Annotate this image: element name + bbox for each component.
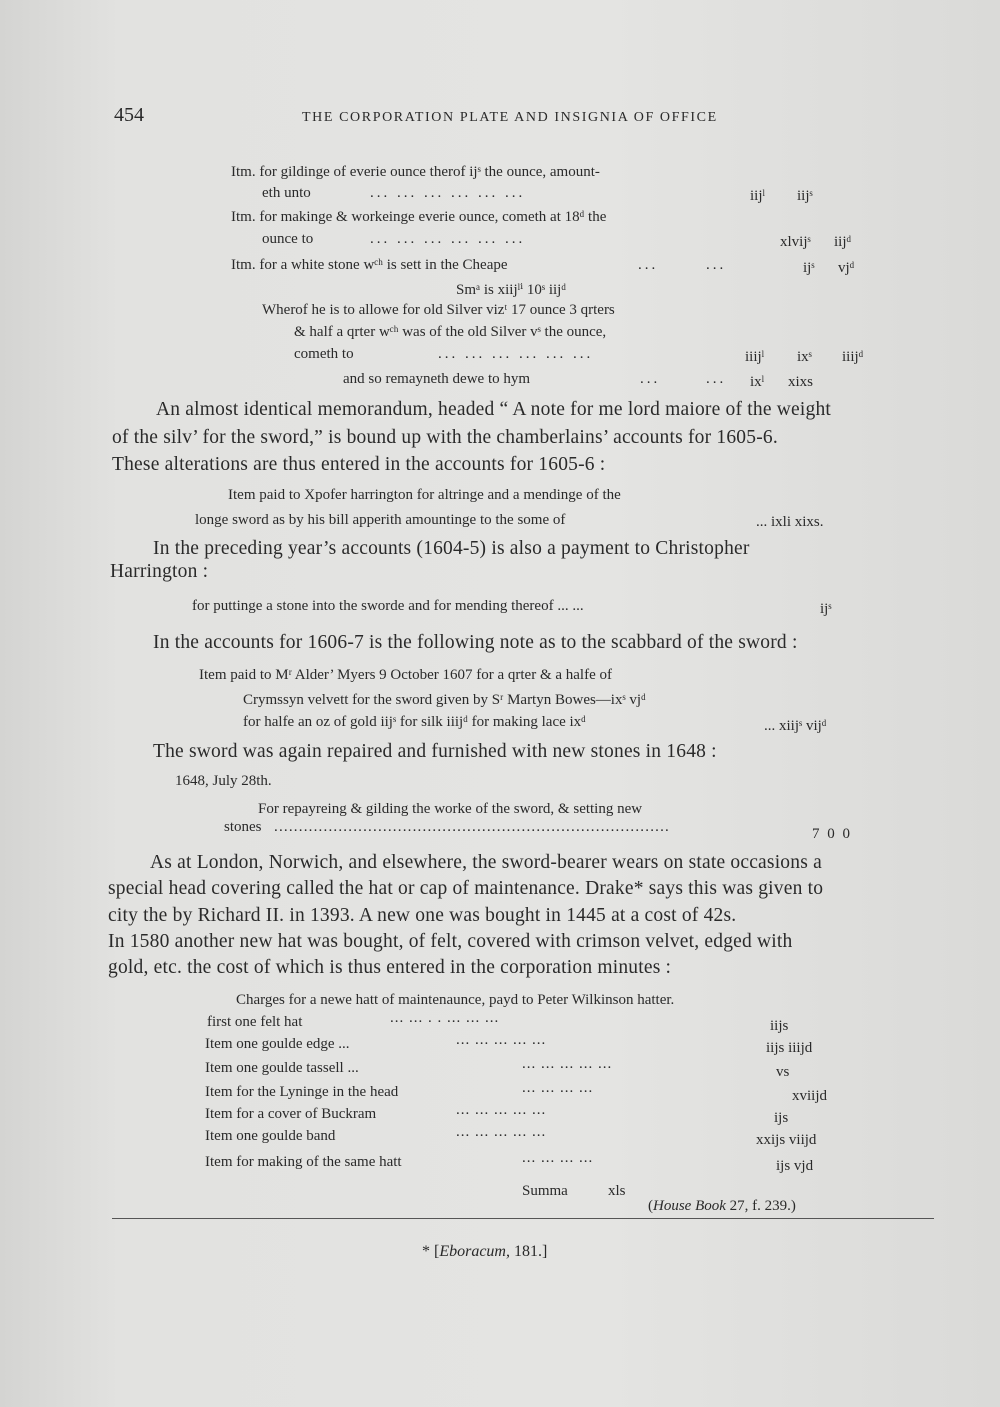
hat-row-leader: ... ... . . ... ... ...: [390, 1010, 500, 1026]
account-value: ixˢ: [797, 349, 812, 365]
hat-row-label: Item one goulde band: [205, 1128, 336, 1144]
quote-line: for puttinge a stone into the sworde and for mending thereof ... ...: [192, 598, 584, 614]
account-leader: ... ... ... ... ... ...: [370, 185, 526, 201]
paragraph-line: These alterations are thus entered in the accounts for 1605-6 :: [112, 454, 606, 475]
account-leader: ... ... ... ... ... ...: [370, 231, 526, 247]
quote-value: ... ixli xixs.: [756, 514, 824, 530]
hat-row-label: Item for the Lyninge in the head: [205, 1084, 399, 1100]
account-leader: ... ... ... ... ... ...: [438, 346, 594, 362]
account-sum: Smᵃ is xiijˡⁱ 10ˢ iijᵈ: [456, 282, 566, 298]
quote-line: longe sword as by his bill apperith amountinge to the some of: [195, 512, 566, 528]
account-value: xlvijˢ: [780, 234, 811, 250]
paragraph-line: Harrington :: [110, 561, 209, 582]
account-value: ijˢ: [803, 260, 815, 276]
account-line: Itm. for a white stone wᶜʰ is sett in the Cheape: [231, 257, 508, 273]
quote-date: 1648, July 28th.: [175, 773, 272, 789]
hat-row-value: xxijs viijd: [756, 1132, 817, 1148]
source-open: (: [648, 1198, 653, 1214]
account-value: iijˢ: [797, 188, 813, 204]
hat-account-heading: Charges for a newe hatt of maintenaunce, payd to Peter Wilkinson hatter.: [236, 992, 675, 1008]
quote-value: ... xiijˢ vijᵈ: [764, 718, 827, 734]
quote-value: 7 0 0: [812, 826, 852, 842]
source-rest: 27, f. 239.): [725, 1198, 796, 1214]
quote-line: stones: [224, 819, 262, 835]
summa-label: Summa: [522, 1183, 568, 1199]
hat-row-value: vs: [776, 1064, 790, 1080]
quote-leader: ................................................................................: [274, 819, 670, 835]
account-leader: ...: [640, 371, 661, 387]
running-title: THE CORPORATION PLATE AND INSIGNIA OF OFFICE: [302, 110, 718, 125]
quote-line: Item paid to Mʳ Alder’ Myers 9 October 1607 for a qrter & a halfe of: [199, 667, 612, 683]
page-number: 454: [114, 104, 144, 126]
footnote-rule: [112, 1218, 934, 1219]
paragraph-line: In the accounts for 1606-7 is the following note as to the scabbard of the sword :: [153, 632, 798, 653]
hat-row-leader: ... ... ... ...: [522, 1150, 594, 1166]
account-line: & half a qrter wᶜʰ was of the old Silver vˢ the ounce,: [294, 324, 607, 340]
account-line: ounce to: [262, 231, 314, 247]
paragraph-line: special head covering called the hat or cap of maintenance. Drake* says this was given to: [108, 878, 824, 899]
hat-row-leader: ... ... ... ... ...: [522, 1056, 613, 1072]
footnote-source: Eboracum,: [439, 1243, 510, 1260]
account-value: iiijᵈ: [842, 349, 864, 365]
paragraph-line: As at London, Norwich, and elsewhere, the sword-bearer wears on state occasions a: [150, 852, 822, 873]
hat-row-value: ijs: [774, 1110, 789, 1126]
hat-row-value: iijs iiijd: [766, 1040, 813, 1056]
account-line: eth unto: [262, 185, 311, 201]
account-line: and so remayneth dewe to hym: [343, 371, 531, 387]
hat-row-label: Item one goulde edge ...: [205, 1036, 350, 1052]
footnote-mark: * [: [422, 1243, 440, 1260]
account-value: iiijˡ: [745, 349, 765, 365]
account-value: ixˡ: [750, 374, 765, 390]
quote-line: Item paid to Xpofer harrington for altringe and a mendinge of the: [228, 487, 621, 503]
quote-line: Crymssyn velvett for the sword given by Sʳ Martyn Bowes—ixˢ vjᵈ: [243, 692, 646, 708]
hat-row-value: ijs vjd: [776, 1158, 814, 1174]
account-value: iijᵈ: [834, 234, 852, 250]
hat-row-label: Item for making of the same hatt: [205, 1154, 402, 1170]
hat-row-value: iijs: [770, 1018, 789, 1034]
paragraph-line: In 1580 another new hat was bought, of felt, covered with crimson velvet, edged with: [108, 931, 793, 952]
account-value: xixs: [788, 374, 814, 390]
hat-row-leader: ... ... ... ... ...: [456, 1032, 547, 1048]
hat-row-leader: ... ... ... ...: [522, 1080, 594, 1096]
summa-value: xls: [608, 1183, 626, 1199]
paragraph-line: gold, etc. the cost of which is thus entered in the corporation minutes :: [108, 957, 672, 978]
account-value: vjᵈ: [838, 260, 855, 276]
paragraph-line: The sword was again repaired and furnished with new stones in 1648 :: [153, 741, 717, 762]
account-leader: ...: [706, 371, 727, 387]
account-leader: ...: [638, 257, 659, 273]
quote-line: for halfe an oz of gold iijˢ for silk iiijᵈ for making lace ixᵈ: [243, 714, 586, 730]
hat-row-label: Item for a cover of Buckram: [205, 1106, 377, 1122]
footnote: [422, 1243, 547, 1261]
quote-value: ijˢ: [820, 601, 832, 617]
paragraph-line: An almost identical memorandum, headed “ A note for me lord maiore of the weight: [156, 399, 832, 420]
account-value: iijˡ: [750, 188, 765, 204]
account-leader: ...: [706, 257, 727, 273]
hat-row-value: xviijd: [792, 1088, 828, 1104]
hat-row-label: first one felt hat: [207, 1014, 303, 1030]
paragraph-line: of the silv’ for the sword,” is bound up with the chamberlains’ accounts for 1605-6.: [112, 427, 778, 448]
account-line: cometh to: [294, 346, 354, 362]
paragraph-line: In the preceding year’s accounts (1604-5) is also a payment to Christopher: [153, 538, 750, 559]
hat-row-leader: ... ... ... ... ...: [456, 1102, 547, 1118]
paragraph-line: city the by Richard II. in 1393. A new one was bought in 1445 at a cost of 42s.: [108, 905, 737, 926]
hat-row-leader: ... ... ... ... ...: [456, 1124, 547, 1140]
hat-row-label: Item one goulde tassell ...: [205, 1060, 359, 1076]
account-line: Itm. for gildinge of everie ounce therof ijˢ the ounce, amount-: [231, 164, 600, 180]
source-book: House Book: [653, 1198, 726, 1214]
footnote-rest: 181.]: [509, 1243, 548, 1260]
account-line: Itm. for makinge & workeinge everie ounce, cometh at 18ᵈ the: [231, 209, 607, 225]
account-line: Wherof he is to allowe for old Silver vizᵗ 17 ounce 3 qrters: [262, 302, 615, 318]
source-citation: [648, 1198, 796, 1215]
quote-line: For repayreing & gilding the worke of the sword, & setting new: [258, 801, 643, 817]
